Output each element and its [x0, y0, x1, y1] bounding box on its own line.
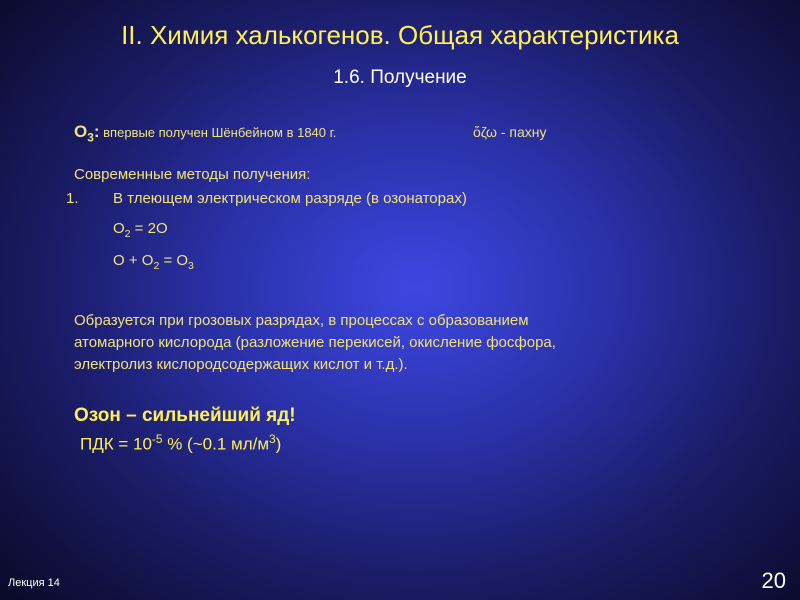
- lecture-label: Лекция 14: [8, 577, 60, 589]
- ozone-formula: $O_3$:: [74, 122, 100, 145]
- methods-heading: Современные методы получения:: [74, 166, 311, 183]
- slide-title: II. Химия халькогенов. Общая характеристика: [121, 20, 679, 50]
- discovery-text: впервые получен Шёнбейном в 1840 г.: [99, 125, 337, 140]
- formation-paragraph: [74, 310, 556, 376]
- slide-number: 20: [761, 568, 786, 593]
- method-text: В тлеющем электрическом разряде (в озонаторах): [113, 190, 467, 207]
- paragraph-line: электролиз кислородсодержащих кислот и т.д.).: [74, 356, 408, 373]
- ozone-discovery-line: [74, 122, 336, 144]
- greek-etymology: ὄζω - пахну: [473, 124, 547, 140]
- pdk-limit: ПДК = $10^{-5}$ % (~0.1 $мл/м^3$): [80, 432, 282, 454]
- list-number: 1.: [66, 190, 79, 207]
- method-list-item: [66, 190, 467, 207]
- section-subtitle: 1.6. Получение: [333, 67, 467, 88]
- equation-1: $O_2 = 2O$: [113, 220, 168, 240]
- paragraph-line: Образуется при грозовых разрядах, в процессах с образованием: [74, 312, 529, 329]
- paragraph-line: атомарного кислорода (разложение перекисей, окисление фосфора,: [74, 334, 556, 351]
- equation-2: $O + O_2 = O_3$: [113, 252, 194, 272]
- toxicity-warning: Озон – сильнейший яд!: [74, 405, 296, 426]
